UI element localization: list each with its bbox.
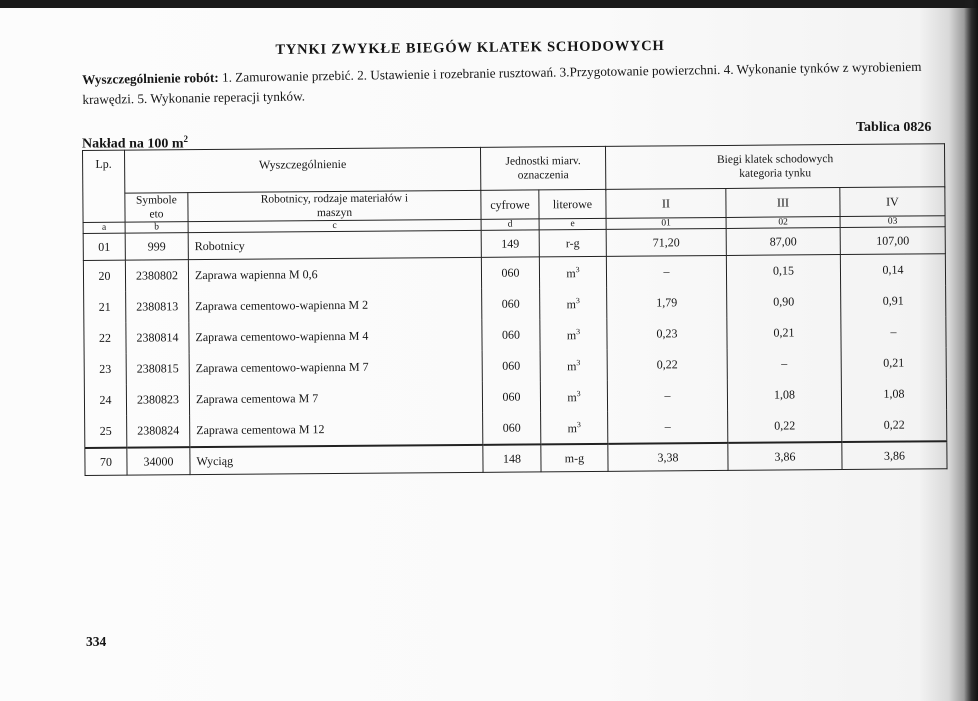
row-literowe: [541, 444, 608, 472]
row-literowe: [540, 288, 607, 320]
row-literowe: [540, 319, 607, 351]
row-unit: m: [566, 265, 576, 280]
row-unit: m: [566, 296, 576, 311]
row-kat-ii: 0,22: [607, 349, 727, 381]
row-lp: 01: [83, 233, 125, 260]
row-literowe: [539, 229, 606, 257]
row-name: Zaprawa wapienna M 0,6: [188, 257, 481, 291]
row-kat-iv: 1,08: [841, 378, 946, 410]
header-biegi: Biegi klatek schodowych kategoria tynku: [606, 144, 945, 190]
row-kat-iii: 0,22: [728, 410, 842, 443]
row-name: Zaprawa cementowo-wapienna M 4: [189, 320, 482, 353]
row-kat-ii: 3,38: [608, 443, 728, 471]
code-a: a: [83, 222, 125, 233]
works-description-label: Wyszczególnienie robót:: [82, 69, 219, 87]
works-description: [82, 56, 943, 110]
norm-basis-text: Nakład na 100 m: [82, 136, 184, 152]
row-kat-ii: 71,20: [606, 228, 726, 256]
row-unit-exp: 3: [576, 419, 581, 429]
row-cyfrowe: 060: [482, 381, 540, 412]
row-cyfrowe: 060: [483, 412, 541, 444]
row-literowe: [540, 381, 607, 413]
row-unit: m-g: [564, 451, 585, 466]
scan-top-border: [0, 0, 978, 8]
row-cyfrowe: 060: [482, 350, 540, 381]
scan-right-shadow: [964, 0, 978, 701]
norms-table: [82, 143, 948, 476]
row-kat-iii: 0,21: [727, 317, 841, 349]
row-lp: 70: [85, 448, 127, 476]
row-symbol: 2380815: [126, 353, 189, 384]
row-name: Wyciąg: [190, 445, 483, 475]
row-name: Zaprawa cementowo-wapienna M 2: [189, 289, 482, 322]
page-number: 334: [86, 634, 107, 649]
code-01: 01: [606, 217, 726, 229]
row-cyfrowe: 060: [481, 257, 539, 289]
code-c: c: [188, 219, 481, 232]
row-kat-ii: 0,23: [607, 318, 727, 350]
header-jednostki: Jednostki miarv. oznaczenia: [481, 146, 606, 190]
row-kat-ii: –: [608, 411, 728, 444]
header-cyfrowe: cyfrowe: [481, 190, 539, 219]
row-lp: 23: [84, 354, 126, 385]
row-unit: m: [567, 420, 577, 435]
row-name: Zaprawa cementowa M 12: [190, 413, 483, 447]
row-kat-ii: –: [607, 380, 727, 412]
row-unit-exp: 3: [576, 357, 581, 367]
row-kat-iv: 0,91: [841, 285, 946, 317]
table-row: [85, 441, 947, 475]
header-robotnicy: Robotnicy, rodzaje materiałów i maszyn: [188, 190, 481, 221]
code-b: b: [125, 222, 188, 233]
code-d: d: [481, 219, 539, 230]
table-number: Tablica 0826: [856, 120, 932, 135]
row-kat-ii: 1,79: [607, 287, 727, 319]
row-kat-iv: 0,14: [840, 254, 945, 286]
row-kat-iv: 107,00: [840, 227, 945, 255]
row-symbol: 2380814: [126, 322, 189, 353]
row-literowe: [540, 350, 607, 382]
row-kat-iv: –: [841, 316, 946, 348]
row-unit: m: [567, 389, 577, 404]
row-symbol: 2380823: [126, 384, 189, 415]
row-kat-iv: 0,22: [842, 409, 947, 442]
header-row-1: [83, 144, 945, 194]
header-symbole: Symbole eto: [125, 193, 188, 222]
row-cyfrowe: 060: [482, 319, 540, 350]
norm-basis-exponent: 2: [183, 134, 189, 144]
row-unit-exp: 3: [575, 295, 580, 305]
row-cyfrowe: 060: [482, 288, 540, 319]
row-lp: 21: [84, 292, 126, 323]
row-name: Zaprawa cementowo-wapienna M 7: [189, 351, 482, 384]
row-unit: m: [566, 327, 577, 342]
row-cyfrowe: 149: [481, 230, 539, 257]
row-name: Robotnicy: [188, 230, 481, 259]
row-lp: 20: [83, 260, 125, 292]
row-symbol: 2380802: [125, 260, 188, 292]
row-name: Zaprawa cementowa M 7: [189, 382, 482, 415]
header-literowe: literowe: [539, 189, 606, 219]
row-kat-iv: 3,86: [842, 441, 947, 469]
row-kat-iii: 87,00: [726, 228, 840, 256]
row-lp: 22: [84, 323, 126, 354]
code-e: e: [539, 218, 606, 230]
row-cyfrowe: 148: [483, 444, 541, 472]
row-kat-iii: –: [727, 348, 841, 380]
row-unit-exp: 3: [575, 264, 580, 274]
row-kat-ii: –: [606, 255, 726, 287]
row-symbol: 999: [125, 233, 188, 260]
row-literowe: [541, 412, 608, 445]
row-literowe: [539, 256, 606, 288]
header-kat-iii: III: [726, 188, 840, 218]
row-kat-iii: 3,86: [728, 442, 842, 470]
header-lp: Lp.: [83, 150, 126, 222]
row-lp: 24: [84, 385, 126, 416]
header-wyszczegolnienie: Wyszczególnienie: [125, 147, 481, 193]
row-kat-iii: 0,15: [726, 255, 840, 287]
code-03: 03: [840, 216, 945, 228]
row-unit-exp: 3: [576, 326, 581, 336]
row-unit-exp: 3: [576, 388, 581, 398]
header-kat-iv: IV: [840, 187, 945, 217]
row-unit: r-g: [565, 236, 580, 251]
header-kat-ii: II: [606, 188, 726, 218]
row-kat-iv: 0,21: [841, 347, 946, 379]
row-symbol: 34000: [127, 447, 190, 475]
row-symbol: 2380813: [126, 291, 189, 322]
row-symbol: 2380824: [127, 415, 190, 447]
row-kat-iii: 1,08: [727, 379, 841, 411]
row-unit: m: [566, 358, 577, 373]
code-02: 02: [726, 217, 840, 229]
row-kat-iii: 0,90: [727, 286, 841, 318]
works-description-text: 1. Zamurowanie przebić. 2. Ustawienie i rozebranie rusztowań. 3.Przygotowanie powierzchni. 4. Wykonanie tynków z wyrobieniem krawędzi. 5. Wykonanie reperacji tynków.: [82, 58, 922, 107]
norms-table-wrapper: [82, 143, 947, 476]
row-lp: 25: [85, 416, 127, 448]
document-title: TYNKI ZWYKŁE BIEGÓW KLATEK SCHODOWYCH: [275, 37, 665, 59]
